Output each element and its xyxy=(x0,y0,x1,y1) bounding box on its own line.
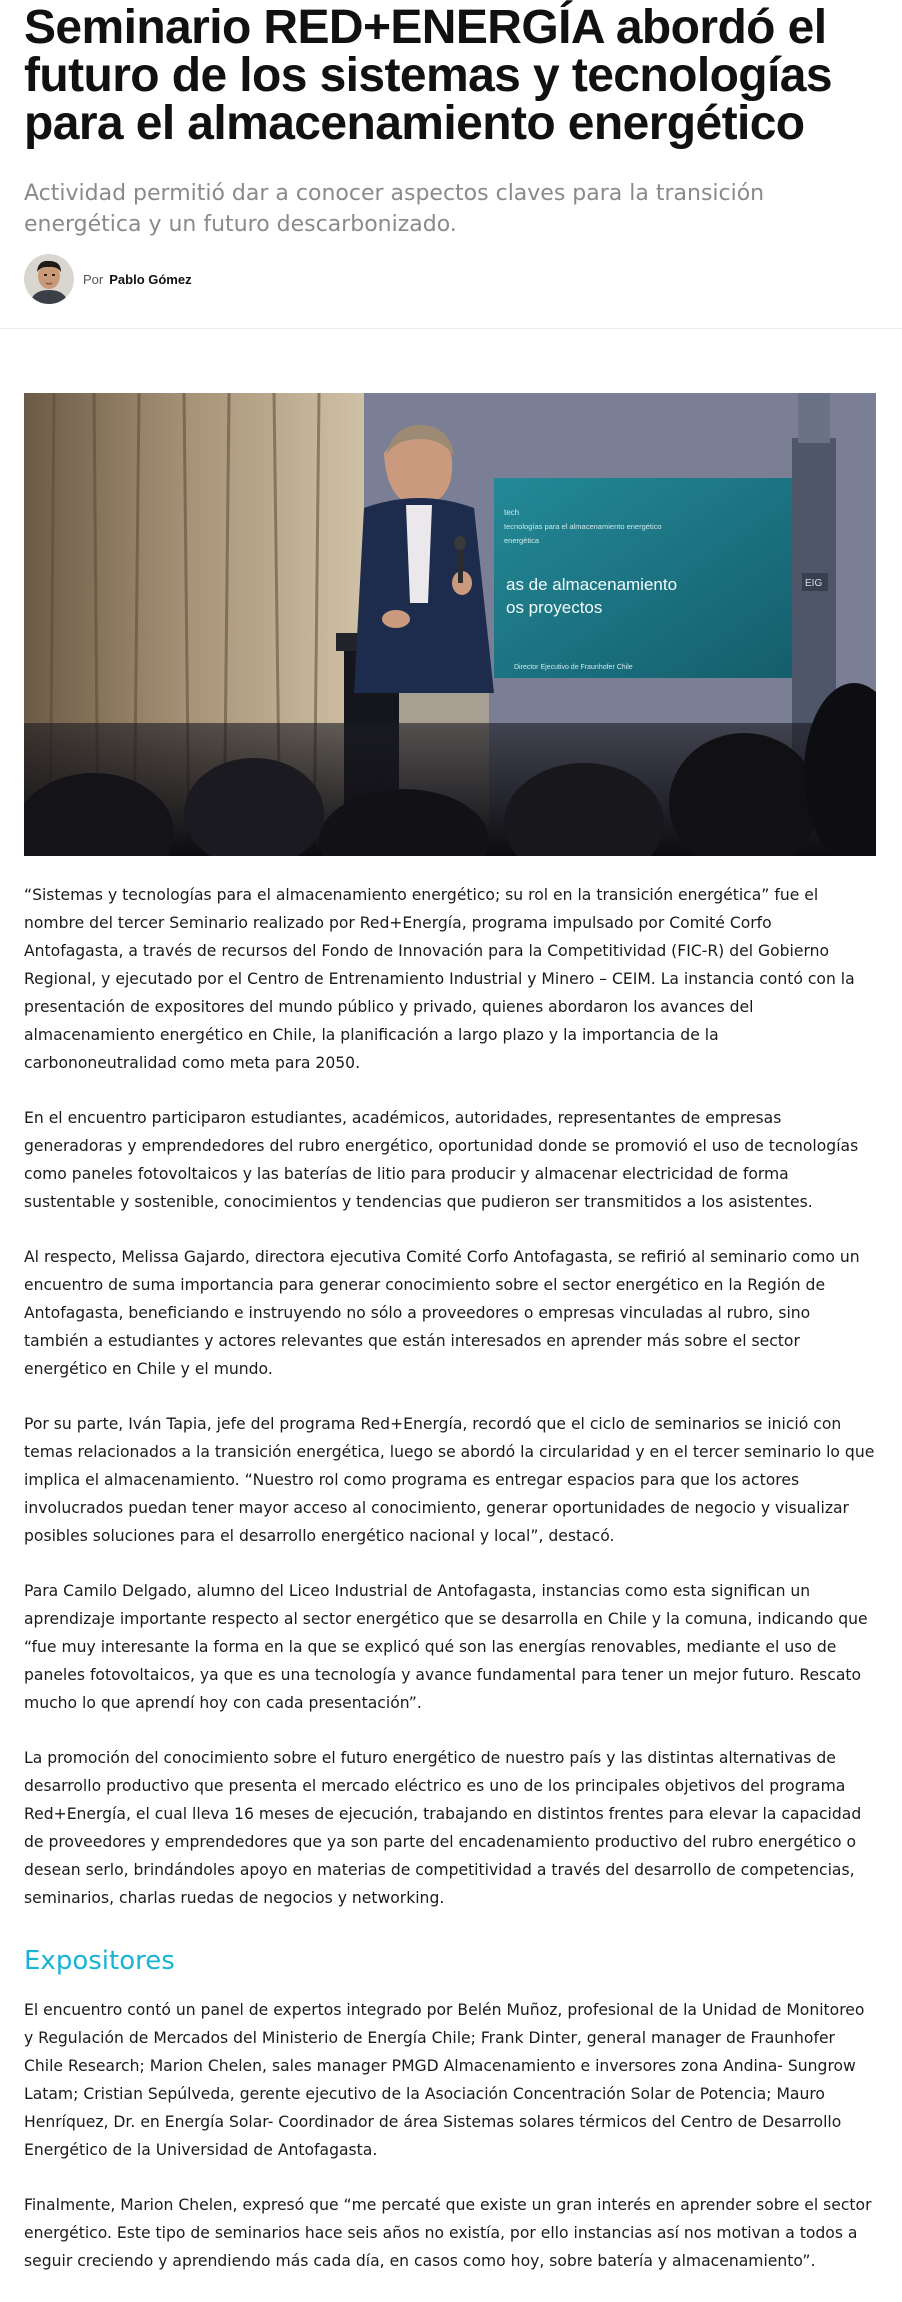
slide-line-5: os proyectos xyxy=(506,598,603,617)
article-subtitle: Actividad permitió dar a conocer aspectos claves para la transición energética y un futuro descarbonizado. xyxy=(24,181,765,237)
byline xyxy=(24,253,876,305)
paragraph: “Sistemas y tecnologías para el almacenamiento energético; su rol en la transición energética” fue el nombre del tercer Seminario realizado por Red+Energía, programa impulsado por Comité Corfo Antofagasta, a través de recursos del Fondo de Innovación para la Competitividad (FIC-R) del Gobierno Regional, y ejecutado por el Centro de Entrenamiento Industrial y Minero – CEIM. La instancia contó con la presentación de expositores del mundo público y privado, quienes abordaron los avances del almacenamiento energético en Chile, la planificación a largo plazo y la importancia de la carbononeutralidad como meta para 2050. xyxy=(24,886,855,1072)
slide-line-1: tech xyxy=(504,508,520,517)
hero-image xyxy=(24,393,876,856)
section-heading-expositores: Expositores xyxy=(24,1946,175,1976)
tower-label: EIG xyxy=(805,578,823,589)
slide-line-6: Director Ejecutivo de Fraunhofer Chile xyxy=(514,664,633,671)
paragraph: Para Camilo Delgado, alumno del Liceo Industrial de Antofagasta, instancias como esta significan un aprendizaje importante respecto al sector energético que se desarrolla en Chile y la comuna, indicando que “fue muy interesante la forma en la que se explicó qué son las energías renovables, mediante el uso de paneles fotovoltaicos, ya que es una tecnología y avance fundamental para tener un mejor futuro. Rescato mucho lo que aprendí hoy con cada presentación”. xyxy=(24,1582,868,1712)
paragraph: En el encuentro participaron estudiantes, académicos, autoridades, representantes de empresas generadoras y emprendedores del rubro energético, oportunidad donde se promovió el uso de tecnologías como paneles fotovoltaicos y las baterías de litio para producir y almacenar electricidad de forma sustentable y sostenible, conocimientos y tendencias que pudieron ser transmitidos a los asistentes. xyxy=(24,1109,859,1211)
paragraph: Al respecto, Melissa Gajardo, directora ejecutiva Comité Corfo Antofagasta, se refirió al seminario como un encuentro de suma importancia para generar conocimiento sobre el sector energético en la Región de Antofagasta, beneficiando e instruyendo no sólo a proveedores o empresas vinculadas al rubro, sino también a estudiantes y actores relevantes que están interesados en aprender más sobre el sector energético en Chile y el mundo. xyxy=(24,1248,860,1378)
paragraph: Por su parte, Iván Tapia, jefe del programa Red+Energía, recordó que el ciclo de seminarios se inició con temas relacionados a la transición energética, luego se abordó la circularidad y en el tercer seminario lo que implica el almacenamiento. “Nuestro rol como programa es entregar espacios para que los actores involucrados puedan tener mayor acceso al conocimiento, generar oportunidades de negocio y visualizar posibles soluciones para el desarrollo energético nacional y local”, destacó. xyxy=(24,1415,875,1545)
header-divider xyxy=(0,328,902,329)
article-title: Seminario RED+ENERGÍA abordó el futuro de los sistemas y tecnologías para el almacenamiento energético xyxy=(24,1,832,150)
paragraph: Finalmente, Marion Chelen, expresó que “me percaté que existe un gran interés en aprender sobre el sector energético. Este tipo de seminarios hace seis años no existía, por ello instancias así nos motivan a todos a seguir creciendo y aprendiendo más cada día, en casos como hoy, sobre batería y almacenamiento”. xyxy=(24,2196,872,2270)
paragraph: El encuentro contó un panel de expertos integrado por Belén Muñoz, profesional de la Unidad de Monitoreo y Regulación de Mercados del Ministerio de Energía Chile; Frank Dinter, general manager de Fraunhofer Chile Research; Marion Chelen, sales manager PMGD Almacenamiento e inversores zona Andina- Sungrow Latam; Cristian Sepúlveda, gerente ejecutivo de la Asociación Concentración Solar de Potencia; Mauro Henríquez, Dr. en Energía Solar- Coordinador de área Sistemas solares térmicos del Centro de Desarrollo Energético de la Universidad de Antofagasta. xyxy=(24,2001,865,2159)
byline-label: Por xyxy=(83,271,104,287)
slide-line-4: as de almacenamiento xyxy=(506,575,678,594)
article-header xyxy=(24,0,876,305)
slide-line-2: tecnologías para el almacenamiento energético xyxy=(504,522,662,531)
author-name[interactable]: Pablo Gómez xyxy=(109,271,192,287)
slide-line-3: energética xyxy=(504,536,540,545)
paragraph: La promoción del conocimiento sobre el futuro energético de nuestro país y las distintas alternativas de desarrollo productivo que presenta el mercado eléctrico es uno de los principales objetivos del programa Red+Energía, el cual lleva 16 meses de ejecución, trabajando en distintos frentes para elevar la capacidad de proveedores y emprendedores que ya son parte del encadenamiento productivo del rubro energético o desean serlo, brindándoles apoyo en materias de competitividad a través del desarrollo de competencias, seminarios, charlas ruedas de negocios y networking. xyxy=(24,1749,862,1907)
article-body xyxy=(24,881,876,2302)
author-avatar[interactable] xyxy=(24,254,74,304)
